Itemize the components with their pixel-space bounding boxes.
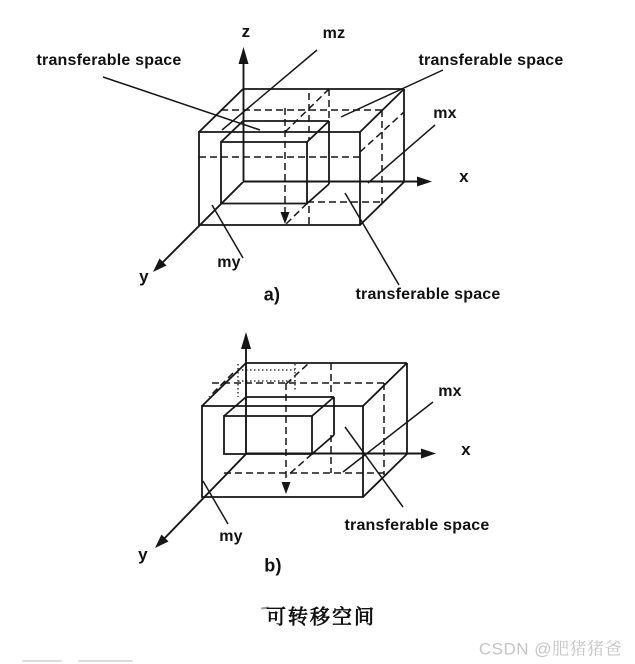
panel-a-axes	[153, 47, 432, 272]
transferable-space-label-right-a: transferable space	[418, 52, 564, 69]
panel-a-inner-box	[221, 121, 329, 204]
z-axis-arrowhead-a	[239, 47, 249, 64]
scan-artifact	[22, 660, 62, 662]
x-axis-label-b: x	[461, 440, 471, 459]
x-axis-arrowhead-b	[421, 449, 436, 459]
y-axis-label-a: y	[139, 267, 149, 286]
mx-label-a: mx	[433, 105, 457, 122]
mz-label-a: mz	[322, 25, 346, 42]
transferable-space-label-bottom-a: transferable space	[355, 286, 501, 303]
panel-b-dashed-construction-lines	[209, 363, 384, 486]
csdn-watermark: CSDN @肥猪猪爸	[478, 639, 622, 659]
leader-transferable-bottom-a	[345, 193, 399, 285]
z-axis-arrowhead-b	[241, 332, 251, 349]
my-label-a: my	[217, 254, 241, 271]
leader-mx-a	[368, 125, 435, 183]
x-axis-label-a: x	[459, 167, 469, 186]
transferable-space-label-b: transferable space	[344, 517, 490, 534]
leader-my-b	[203, 481, 228, 524]
z-axis-label-a: z	[241, 22, 251, 41]
panel-a-leader-lines	[103, 50, 443, 285]
transferable-space-label-left-a: transferable space	[36, 52, 182, 69]
leader-my-a	[212, 205, 243, 258]
dashed-down-arrowhead-b	[282, 482, 291, 494]
y-axis-label-b: y	[138, 545, 148, 564]
leader-mz-a	[222, 50, 317, 130]
panel-b-tag: b)	[264, 555, 282, 576]
figure-caption: 可转移空间	[266, 606, 376, 629]
leader-transferable-right-a	[341, 70, 443, 117]
x-axis-arrowhead-a	[417, 177, 432, 187]
panel-a-tag: a)	[263, 284, 281, 305]
my-label-b: my	[219, 528, 243, 545]
leader-mx-b	[343, 402, 433, 472]
mx-label-b: mx	[438, 383, 462, 400]
leader-transferable-left-a	[103, 77, 260, 130]
scan-artifact	[78, 660, 133, 662]
